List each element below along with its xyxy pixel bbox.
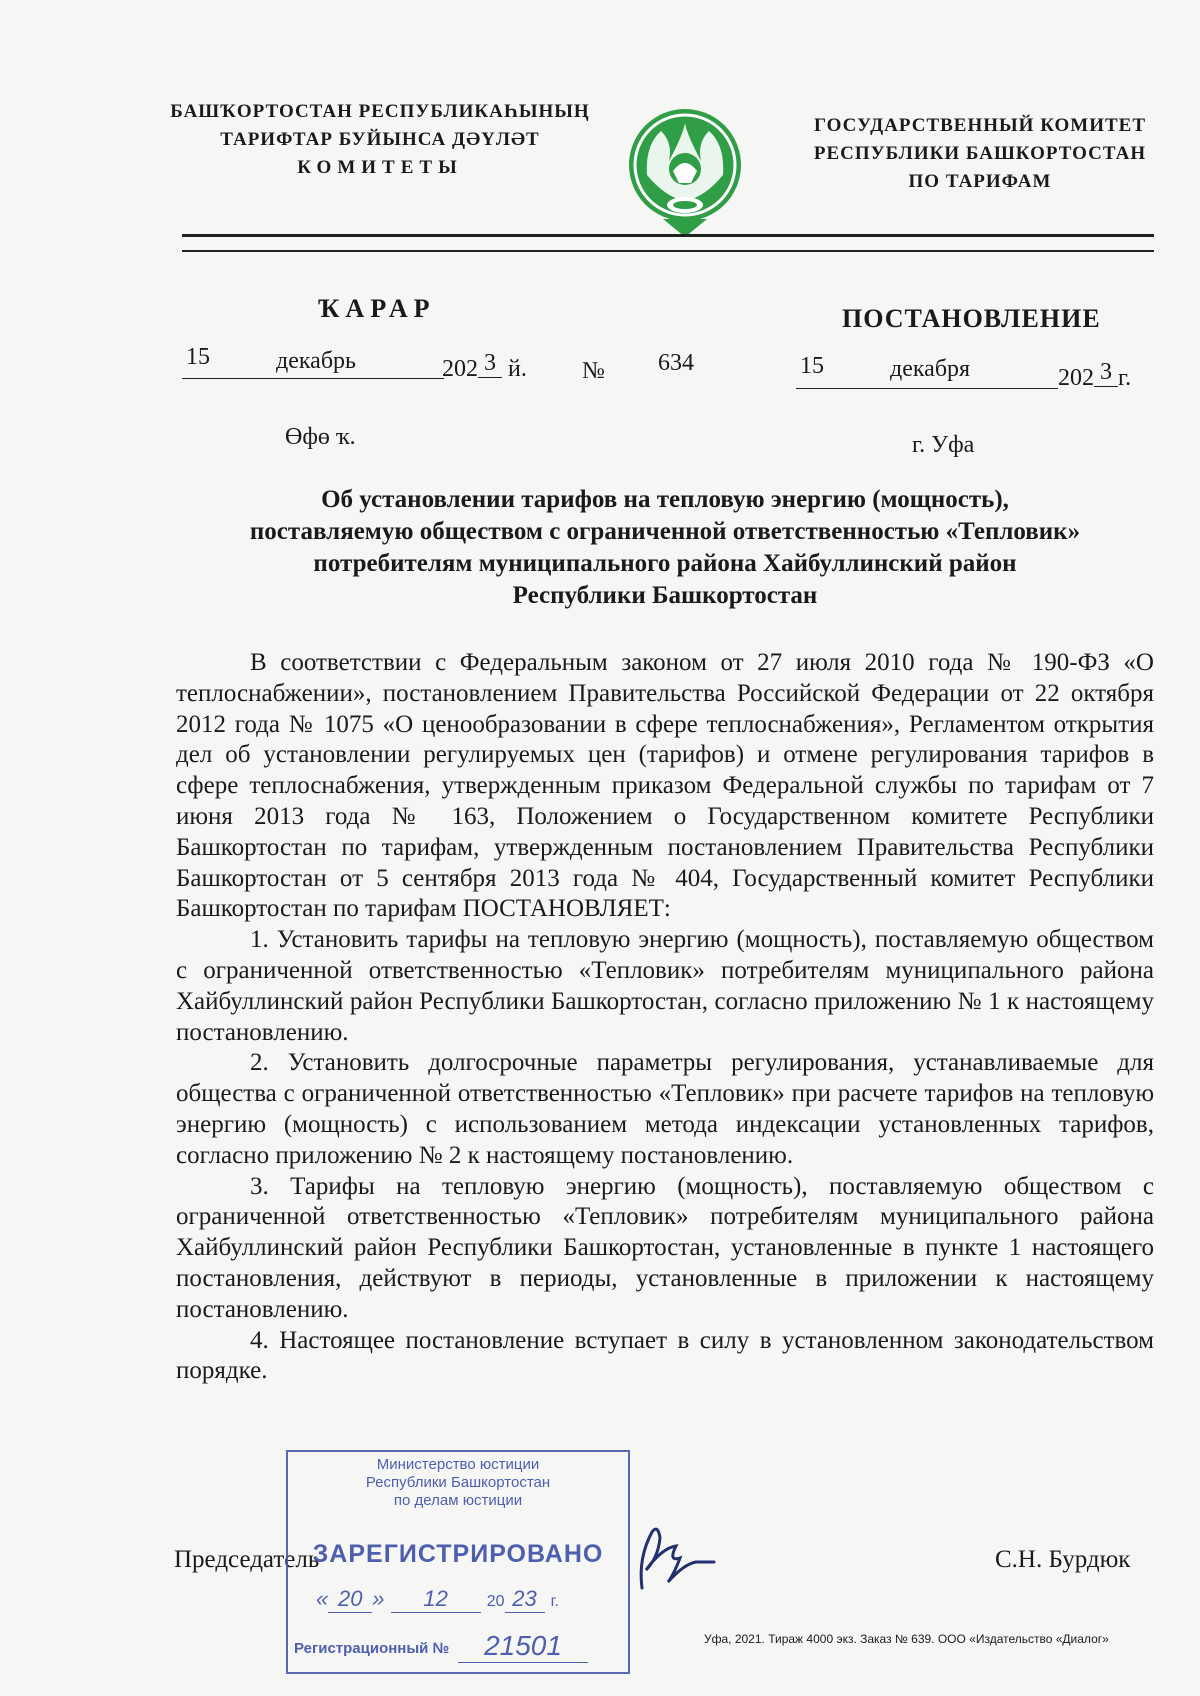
stamp-line-1: Министерство юстиции <box>376 1456 540 1473</box>
title-line-3: потребителям муниципального района Хайбуллинский район <box>313 550 1017 577</box>
stamp-registered: ЗАРЕГИСТРИРОВАНО <box>312 1540 604 1568</box>
date-ba-suffix: й. <box>508 356 527 382</box>
title-line-4: Республики Башкортостан <box>512 582 818 609</box>
document-body <box>176 648 1154 1387</box>
place-bashkir: Өфө ҡ. <box>285 424 356 450</box>
stamp-date: « 20 » 12 20 23 г. <box>316 1586 559 1611</box>
document-title <box>180 484 1150 612</box>
header-rule-thick <box>182 234 1154 237</box>
header-russian-line-1: ГОСУДАРСТВЕННЫЙ КОМИТЕТ <box>813 115 1147 136</box>
doc-kind-russian: ПОСТАНОВЛЕНИЕ <box>842 304 1101 333</box>
stamp-header <box>288 1456 628 1510</box>
date-ru-month: декабря <box>890 356 971 382</box>
date-ru-year <box>1058 359 1132 393</box>
stamp-year-prefix: 20 <box>486 1593 505 1610</box>
stamp-day: 20 <box>328 1586 372 1613</box>
stamp-reg-number: 21501 <box>458 1630 588 1663</box>
date-ru-underline <box>796 388 1058 389</box>
header-russian-line-3: ПО ТАРИФАМ <box>908 171 1052 192</box>
item-2-paragraph: 2. Установить долгосрочные параметры регулирования, устанавливаемые для общества с ограниченной ответственностью «Тепловик» при расчете тарифов на тепловую энергию (мощность) с использованием метода индексации установленных тарифов, согласно приложению № 2 к настоящему постановлению. <box>176 1049 1154 1169</box>
place-russian: г. Уфа <box>912 432 975 458</box>
date-ba-year <box>442 350 527 384</box>
signature-label: Председатель <box>174 1546 320 1573</box>
stamp-month: 12 <box>391 1586 481 1613</box>
stamp-year-suffix: 23 <box>505 1586 545 1613</box>
signatory-name: С.Н. Бурдюк <box>995 1546 1131 1573</box>
item-3-paragraph: 3. Тарифы на тепловую энергию (мощность), поставляемую обществом с ограниченной ответственностью «Тепловик» потребителям муниципального района Хайбуллинский район Республики Башкортостан, установленные в пункте 1 настоящего постановления, действуют в периоды, установленные в приложении к настоящему постановлению. <box>176 1172 1154 1323</box>
date-ru-year-prefix: 202 <box>1058 365 1094 391</box>
date-ru-suffix: г. <box>1118 365 1132 391</box>
date-ba-day: 15 <box>186 344 210 370</box>
doc-kind-bashkir: ҠАРАР <box>318 294 436 323</box>
item-4-paragraph: 4. Настоящее постановление вступает в силу в установленном законодательством порядке. <box>176 1326 1154 1385</box>
header-russian-line-2: РЕСПУБЛИКИ БАШКОРТОСТАН <box>813 143 1147 164</box>
emblem-icon <box>625 105 745 240</box>
printer-imprint: Уфа, 2021. Тираж 4000 экз. Заказ № 639. ООО «Издательство «Диалог» <box>704 1632 1109 1646</box>
header-rule-thin <box>182 250 1154 252</box>
header-bashkir <box>170 98 590 182</box>
item-1-paragraph: 1. Установить тарифы на тепловую энергию (мощность), поставляемую обществом с ограниченной ответственностью «Тепловик» потребителям муниципального района Хайбуллинский район Республики Башкортостан, согласно приложению № 1 к настоящему постановлению. <box>176 926 1154 1046</box>
signature-icon <box>628 1518 718 1598</box>
date-ru-year-digit: 3 <box>1094 359 1118 387</box>
number-value: 634 <box>658 350 694 376</box>
stamp-year-unit: г. <box>550 1593 559 1610</box>
stamp-line-3: по делам юстиции <box>393 1492 523 1509</box>
header-bashkir-line-1: БАШҠОРТОСТАН РЕСПУБЛИКАҺЫНЫҢ <box>170 101 590 122</box>
stamp-line-2: Республики Башкортостан <box>365 1474 551 1491</box>
title-line-2: поставляемую обществом с ограниченной ответственностью «Тепловик» <box>249 518 1081 545</box>
header-russian <box>790 112 1170 196</box>
header-bashkir-line-2: ТАРИФТАР БУЙЫНСА ДӘҮЛӘТ <box>220 129 540 150</box>
header-bashkir-line-3: КОМИТЕТЫ <box>297 157 463 178</box>
date-ba-year-prefix: 202 <box>442 356 478 382</box>
title-line-1: Об установлении тарифов на тепловую энергию (мощность), <box>321 486 1009 513</box>
date-ba-year-digit: 3 <box>478 350 502 378</box>
stamp-reg-label: Регистрационный № <box>294 1640 450 1657</box>
preamble-paragraph: В соответствии с Федеральным законом от 27 июля 2010 года № 190-ФЗ «О теплоснабжении», постановлением Правительства Российской Федерации от 22 октября 2012 года № 1075 «О ценообразовании в сфере теплоснабжения», Регламентом открытия дел об установлении регулируемых цен (тарифов) и отмене регулирования тарифов в сфере теплоснабжения, утвержденным приказом Федеральной службы по тарифам от 7 июня 2013 года № 163, Положением о Государственном комитете Республики Башкортостан по тарифам, утвержденным постановлением Правительства Республики Башкортостан от 5 сентября 2013 года № 404, Государственный комитет Республики Башкортостан по тарифам ПОСТАНОВЛЯЕТ: <box>176 649 1154 923</box>
date-ba-underline <box>182 378 444 379</box>
number-sign: № <box>582 358 605 384</box>
registration-stamp <box>286 1450 630 1674</box>
date-ru-day: 15 <box>800 353 824 379</box>
date-ba-month: декабрь <box>276 348 356 374</box>
